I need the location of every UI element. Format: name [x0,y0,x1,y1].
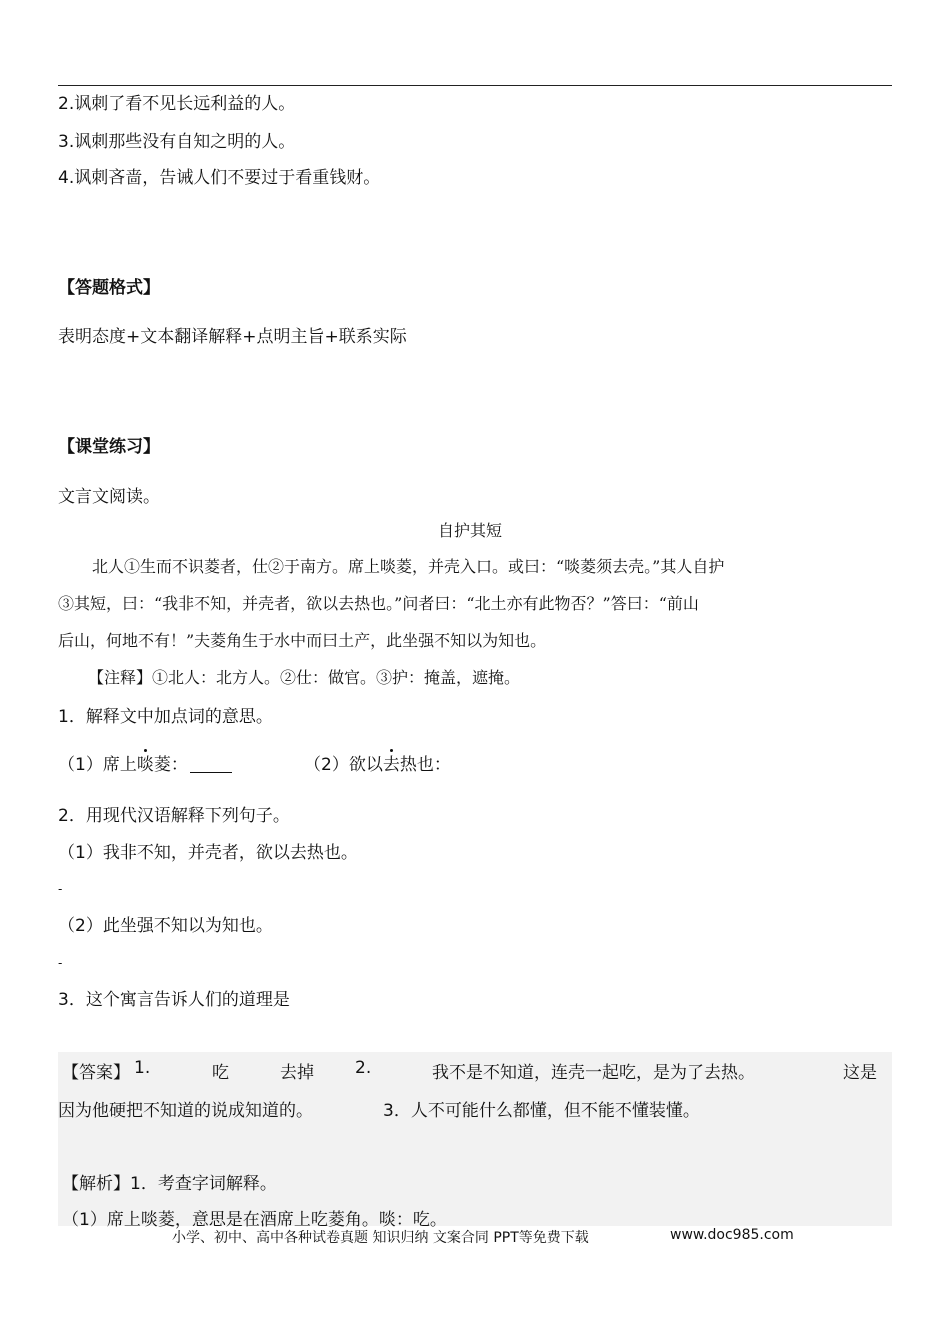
question-2-b: （2）此坐强不知以为知也。 [58,916,273,936]
answer-1-first: 吃 [212,1063,229,1083]
q1a-dotted-char: 啖 [136,755,154,775]
header-rule [58,85,892,86]
practice-intro: 文言文阅读。 [58,487,160,507]
answer-label: 【答案】 [62,1063,130,1083]
question-2-a: （1）我非不知，并壳者，欲以去热也。 [58,843,358,863]
format-text: 表明态度+文本翻译解释+点明主旨+联系实际 [58,327,407,347]
q1b-dotted-char: 去 [382,755,400,775]
question-1-b [304,750,451,775]
answer-1-second: 去掉 [280,1063,314,1083]
q1b-suffix: 热也： [399,755,451,775]
q1b-prefix: （2）欲以 [304,755,383,775]
question-1-a [58,750,232,775]
passage-notes: 【注释】①北人：北方人。②仕：做官。③护：掩盖，遮掩。 [88,668,521,687]
list-item-4: 4.讽刺吝啬，告诫人们不要过于看重钱财。 [58,168,381,188]
answer-2-num: 2. [355,1058,372,1078]
analysis-line-1: 【解析】1．考查字词解释。 [62,1174,277,1194]
q1a-prefix: （1）席上 [58,755,137,775]
passage-line-3: 后山，何地不有！”夫菱角生于水中而曰土产，此坐强不知以为知也。 [58,631,547,650]
passage-line-2: ③其短，曰：“我非不知，并壳者，欲以去热也。”问者曰：“北土亦有此物否？”答曰：“前山 [58,594,699,613]
answer-line-dash-2: - [58,956,63,970]
answer-2-text: 我不是不知道，连壳一起吃，是为了去热。 [432,1063,755,1083]
answer-line-dash-1: - [58,882,63,896]
footer-text: 小学、初中、高中各种试卷真题 知识归纳 文案合同 PPT等免费下载 [172,1230,589,1246]
question-2-title: 2．用现代汉语解释下列句子。 [58,806,290,826]
passage-title: 自护其短 [438,521,503,540]
practice-heading: 【课堂练习】 [58,437,160,457]
analysis-line-2: （1）席上啖菱，意思是在酒席上吃菱角。啖：吃。 [62,1210,447,1230]
answer-3: 3．人不可能什么都懂，但不能不懂装懂。 [383,1101,700,1121]
q1a-answer-blank[interactable] [190,755,232,773]
question-3-title: 3．这个寓言告诉人们的道理是 [58,990,290,1010]
footer-site-link[interactable]: www.doc985.com [670,1227,794,1243]
q1a-suffix: 菱： [153,755,188,775]
answer-2-tail: 这是 [843,1063,877,1083]
list-item-3: 3.讽刺那些没有自知之明的人。 [58,132,296,152]
list-item-2: 2.讽刺了看不见长远利益的人。 [58,94,296,114]
answer-1-num: 1. [134,1058,151,1078]
answer-2-line2: 因为他硬把不知道的说成知道的。 [58,1101,313,1121]
question-1-title: 1．解释文中加点词的意思。 [58,707,273,727]
passage-line-1: 北人①生而不识菱者，仕②于南方。席上啖菱，并壳入口。或曰：“啖菱须去壳。”其人自护 [92,557,725,576]
format-heading: 【答题格式】 [58,278,160,298]
